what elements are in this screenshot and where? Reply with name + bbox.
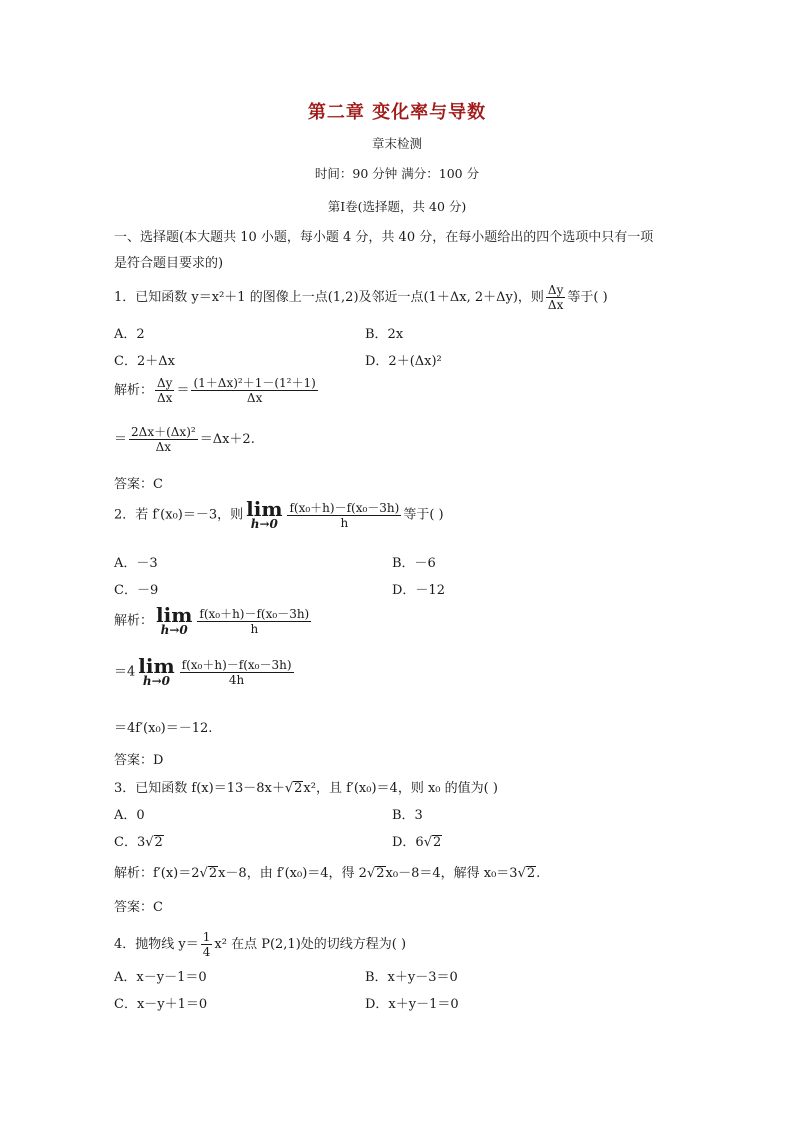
q4-option-c: C．x－y＋1＝0 <box>114 997 208 1012</box>
q1-step1-rhs-den: Δx <box>246 391 263 405</box>
subtitle: 章末检测 <box>371 136 422 151</box>
q4-fraction <box>201 930 213 959</box>
q1-step1-lhs-den: Δx <box>157 391 173 405</box>
q3-option-d-prefix: D．6 <box>392 835 424 850</box>
sqrt-icon: √ <box>423 835 432 850</box>
q2-step1-lim-sub: h→0 <box>160 623 188 637</box>
q1-frac-den: Δx <box>547 298 564 312</box>
q2-stem <box>114 497 444 531</box>
q3-option-d-sqrt: 2 <box>433 835 442 850</box>
q2-analysis-step3: ＝4f′(x₀)＝－12. <box>114 721 213 736</box>
q2-step2-den: 4h <box>228 672 245 687</box>
q1-option-c: C．2＋Δx <box>114 354 175 369</box>
q2-fraction <box>287 501 401 530</box>
q3-analysis-part1: 解析：f′(x)＝2 <box>114 866 200 881</box>
q3-answer: 答案：C <box>114 900 163 915</box>
q1-analysis-label: 解析： <box>114 383 154 398</box>
q1-step1-rhs <box>191 376 317 405</box>
section-instructions-2: 是符合题目要求的) <box>114 256 224 271</box>
q2-prefix: 2．若 f′(x₀)＝－3，则 <box>114 507 244 523</box>
q3-option-c-sqrt: 2 <box>154 835 163 850</box>
q3-analysis-sqrt3: 2 <box>526 866 536 881</box>
q3-option-b: B．3 <box>392 808 423 823</box>
q4-prefix: 4．抛物线 y＝ <box>114 937 199 952</box>
q2-step1-num: f(x₀＋h)－f(x₀－3h) <box>199 606 310 621</box>
q2-option-c: C．－9 <box>114 583 159 598</box>
sqrt-icon: √ <box>366 866 376 881</box>
q2-step2-num: f(x₀＋h)－f(x₀－3h) <box>181 657 292 672</box>
q1-step1-eq: ＝ <box>176 383 190 398</box>
q2-step1-frac <box>197 607 311 636</box>
sqrt-icon: √ <box>284 781 294 796</box>
q1-option-d: D．2＋(Δx)² <box>365 354 442 369</box>
q1-step1-lhs <box>155 376 174 405</box>
q4-frac-num: 1 <box>202 930 211 944</box>
q2-answer: 答案：D <box>114 753 164 768</box>
q4-suffix: x² 在点 P(2,1)处的切线方程为( ) <box>214 937 407 952</box>
q1-fraction <box>546 283 565 312</box>
q1-analysis-step1 <box>114 376 320 405</box>
q2-step2-prefix: ＝4 <box>114 664 136 680</box>
sqrt-icon: √ <box>145 835 154 850</box>
q2-lim-word: lim <box>246 497 283 521</box>
q1-prefix: 1．已知函数 y＝x²＋1 的图像上一点(1,2)及邻近一点(1＋Δx, 2＋Δy)，则 <box>114 290 544 305</box>
q2-step2-limit <box>138 654 175 688</box>
sqrt-icon: √ <box>199 866 208 881</box>
q2-analysis-step1 <box>114 603 313 637</box>
q3-mid: x²，且 f′(x₀)＝4，则 x₀ 的值为( ) <box>303 781 498 796</box>
q4-option-b: B．x＋y－3＝0 <box>365 970 458 985</box>
q2-option-a: A．－3 <box>114 556 158 571</box>
q2-suffix: 等于( ) <box>403 507 444 523</box>
q2-option-b: B．－6 <box>392 556 436 571</box>
q2-step2-lim-sub: h→0 <box>142 674 171 688</box>
q1-step1-rhs-num: (1＋Δx)²＋1－(1²＋1) <box>193 376 316 390</box>
q3-analysis <box>114 862 540 881</box>
q3-sqrt: 2 <box>294 781 303 796</box>
q3-option-d <box>392 831 442 850</box>
q2-frac-num: f(x₀＋h)－f(x₀－3h) <box>289 500 400 515</box>
q3-stem <box>114 777 498 796</box>
time-info: 时间：90 分钟 满分：100 分 <box>314 166 480 181</box>
q1-suffix: 等于( ) <box>567 290 608 305</box>
q4-option-a: A．x－y－1＝0 <box>114 970 207 985</box>
q3-option-a: A．0 <box>114 808 145 823</box>
q2-step2-frac <box>180 658 294 687</box>
q1-step2-frac <box>129 425 198 454</box>
q2-analysis-step2 <box>114 654 296 688</box>
q2-step2-lim-word: lim <box>138 654 175 678</box>
q2-step1-limit <box>156 603 193 637</box>
q1-step2-num: 2Δx＋(Δx)² <box>131 425 196 439</box>
q1-stem <box>114 283 608 312</box>
q1-frac-num: Δy <box>547 283 564 297</box>
q4-option-d: D．x＋y－1＝0 <box>365 997 459 1012</box>
q1-step1-lhs-num: Δy <box>157 376 173 390</box>
q1-step2-den: Δx <box>155 440 172 454</box>
section-instructions-1: 一、选择题(本大题共 10 小题，每小题 4 分，共 40 分，在每小题给出的四个选项中只有一项 <box>114 230 654 245</box>
q2-step1-lim-word: lim <box>156 603 193 627</box>
q2-frac-den: h <box>340 515 349 530</box>
q2-analysis-label: 解析： <box>114 613 154 629</box>
q1-step2-eq: ＝ <box>114 432 128 447</box>
q3-analysis-part3: x₀－8＝4，解得 x₀＝3 <box>385 866 518 881</box>
q3-analysis-sqrt1: 2 <box>208 866 218 881</box>
q4-frac-den: 4 <box>202 945 211 959</box>
q1-step2-tail: ＝Δx＋2. <box>199 432 255 447</box>
sqrt-icon: √ <box>517 866 526 881</box>
q3-option-c-prefix: C．3 <box>114 835 146 850</box>
q3-analysis-sqrt2: 2 <box>376 866 385 881</box>
q2-lim-sub: h→0 <box>250 517 278 531</box>
q2-limit <box>246 497 283 531</box>
q3-option-c <box>114 831 164 850</box>
q2-option-d: D．－12 <box>392 583 445 598</box>
q3-analysis-part2: x－8，由 f′(x₀)＝4，得 2 <box>218 866 367 881</box>
q1-answer: 答案：C <box>114 477 163 492</box>
chapter-title: 第二章 变化率与导数 <box>307 102 487 123</box>
q3-prefix: 3．已知函数 f(x)＝13－8x＋ <box>114 781 285 796</box>
q1-option-b: B．2x <box>365 327 404 342</box>
q3-analysis-end: . <box>536 866 541 881</box>
q4-stem <box>114 930 406 959</box>
q1-analysis-step2 <box>114 425 255 454</box>
volume-heading: 第Ⅰ卷(选择题，共 40 分) <box>327 199 467 214</box>
q1-option-a: A．2 <box>114 327 145 342</box>
q2-step1-den: h <box>250 621 259 636</box>
